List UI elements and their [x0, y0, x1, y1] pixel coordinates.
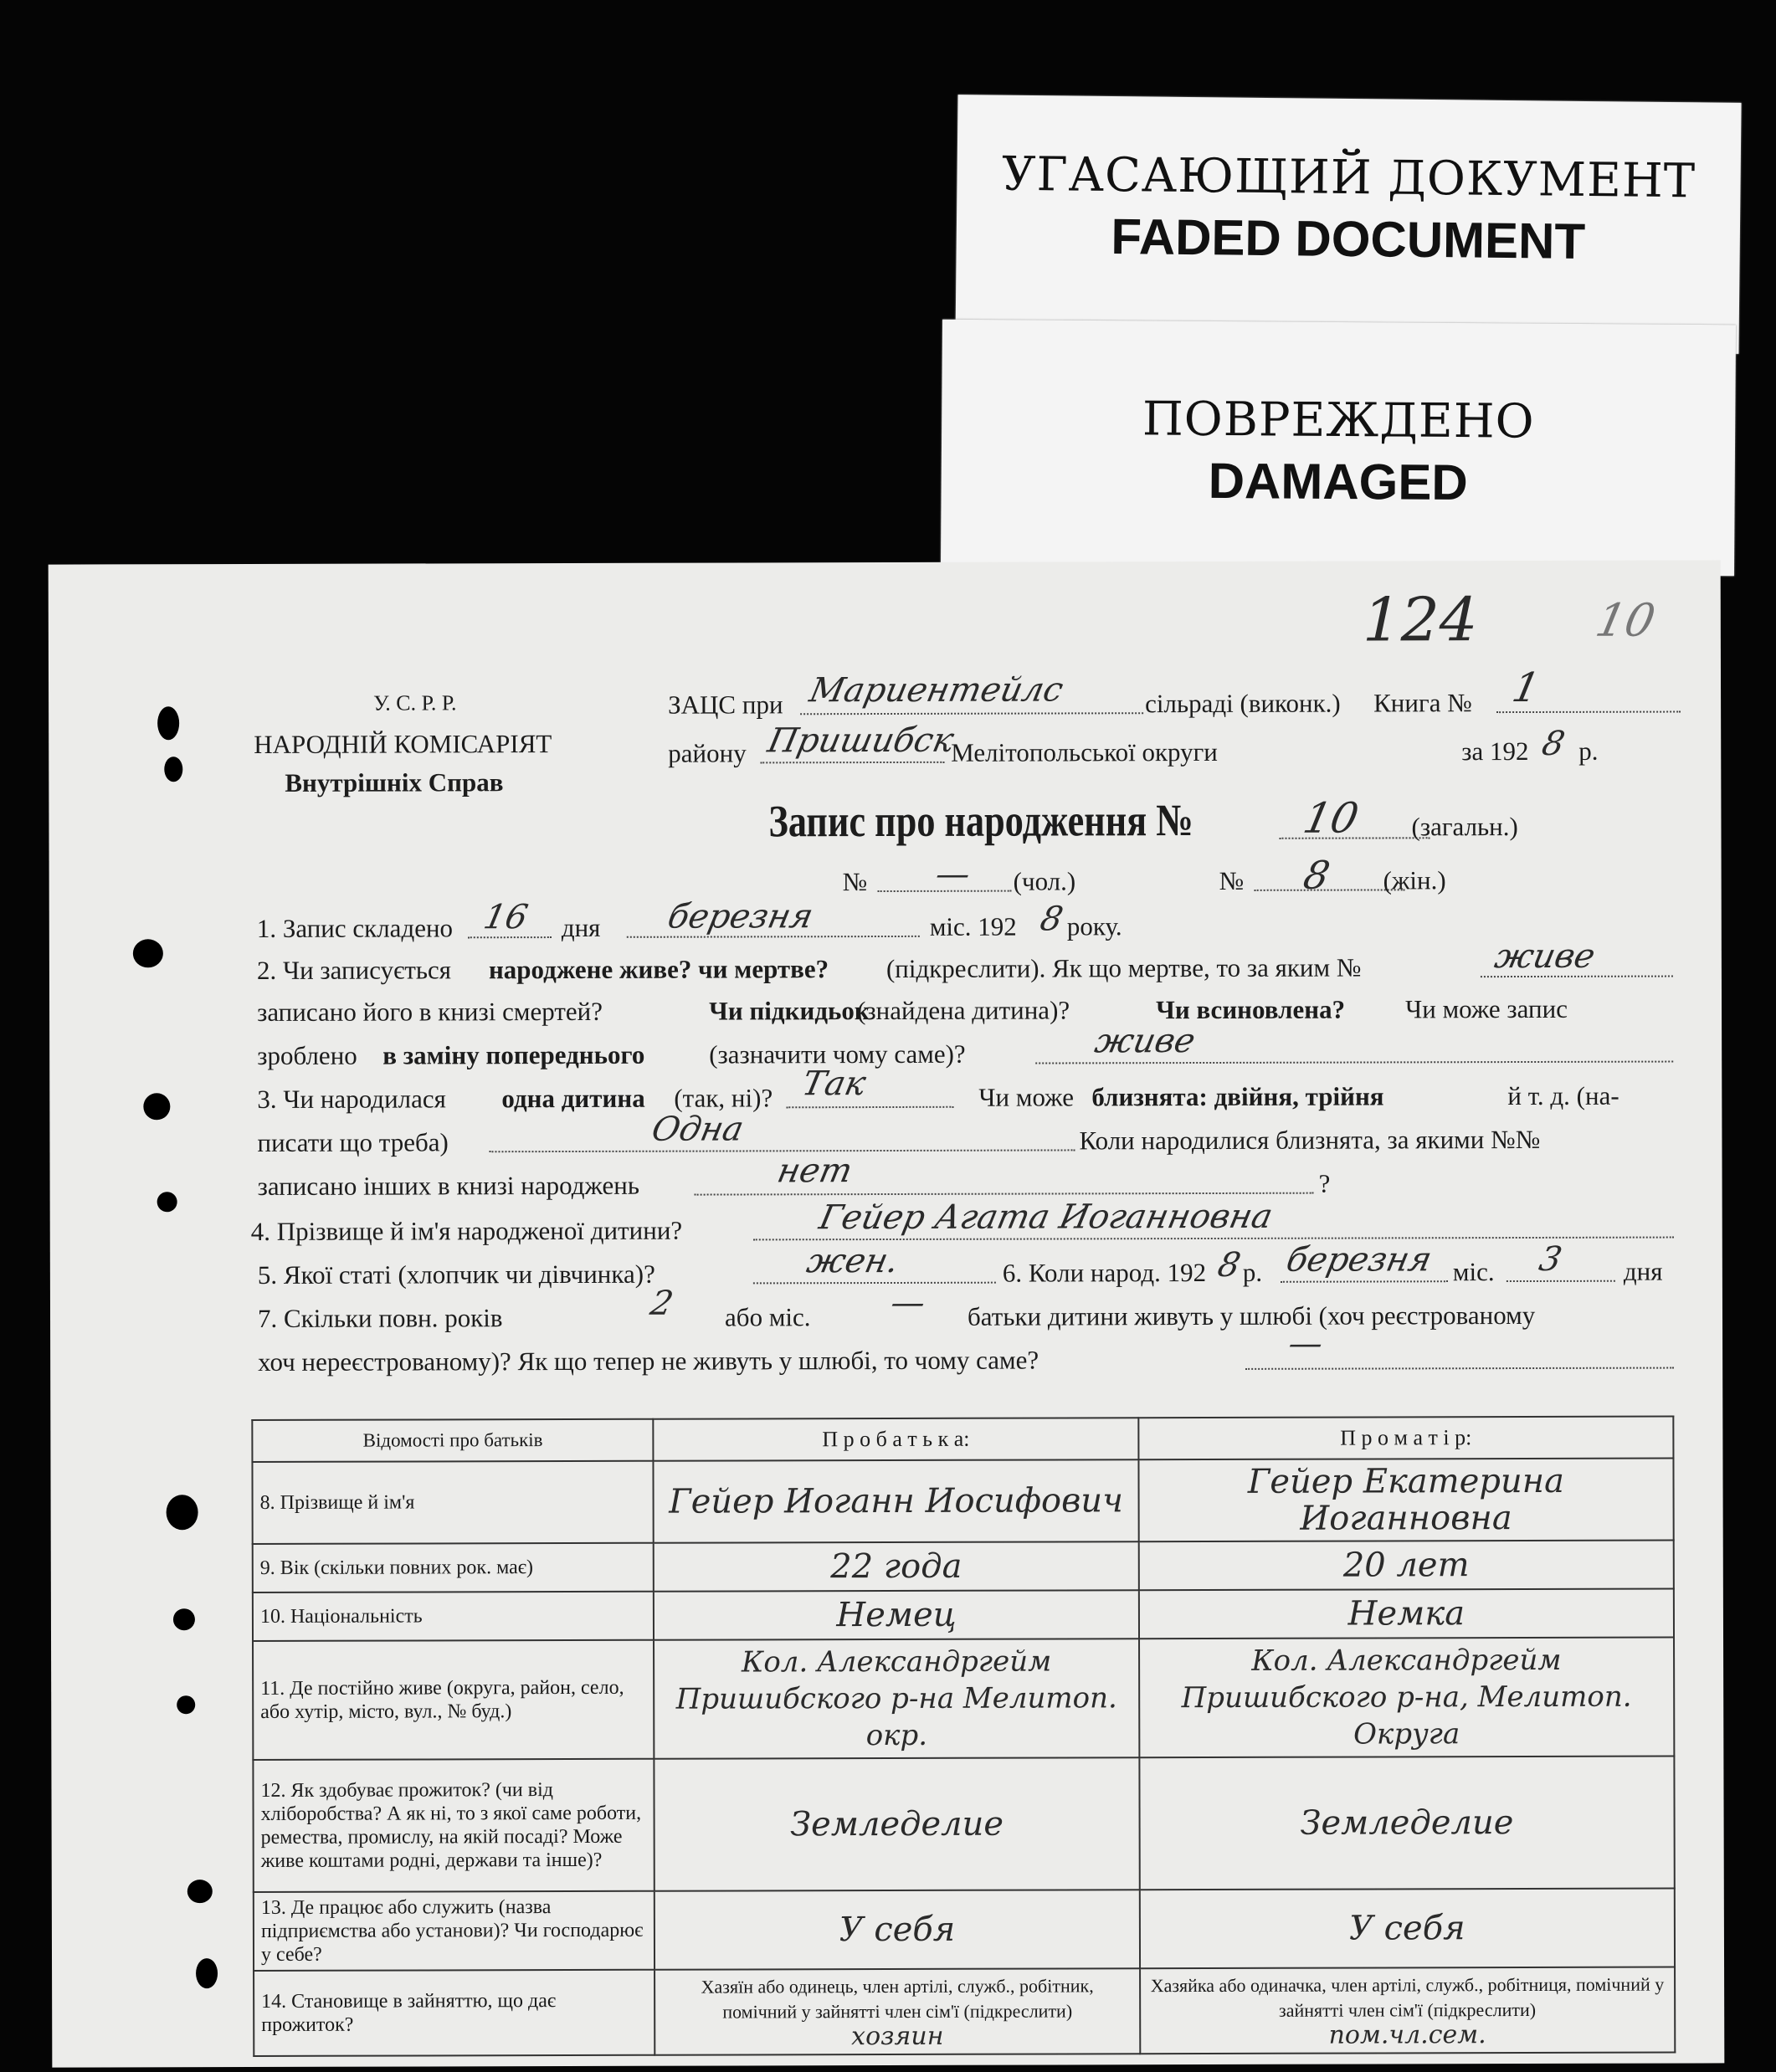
- binder-hole: [187, 1880, 213, 1903]
- field-6-year: 8: [1214, 1245, 1245, 1285]
- field-3-line1-d: Чи може: [978, 1082, 1074, 1112]
- birth-day: 3: [1536, 1239, 1566, 1279]
- father-name: Гейер Иоганн Иосифович: [669, 1481, 1124, 1521]
- record-number: 10: [1299, 793, 1363, 843]
- commissariat-header: НАРОДНІЙ КОМІСАРІЯТ: [254, 729, 552, 759]
- binder-hole: [196, 1958, 218, 1988]
- header-father: П р о б а т ь к а:: [654, 1418, 1139, 1461]
- binder-hole: [143, 1093, 170, 1120]
- row-8-question: 8. Прізвище й ім'я: [252, 1461, 654, 1544]
- field-6-label: 6. Коли народ. 192: [1002, 1257, 1207, 1288]
- field-3-line3-end: ?: [1318, 1168, 1331, 1198]
- row-9-question: 9. Вік (скільки повних рок. має): [253, 1543, 654, 1592]
- child-name: Гейер Агата Иоганновна: [815, 1197, 1276, 1238]
- mother-name: Гейер Екатерина Иоганновна: [1247, 1461, 1564, 1538]
- father-age: 22 года: [830, 1546, 962, 1587]
- faded-document-label: [955, 95, 1741, 354]
- field-3-line1-b: одна дитина: [501, 1083, 645, 1114]
- field-2-line1-c: (підкреслити). Як що мертве, то за яким №: [885, 952, 1362, 983]
- binder-hole: [173, 1608, 195, 1630]
- field-3-line1-a: 3. Чи народилася: [257, 1084, 446, 1114]
- field-7-line1-c: батьки дитини живуть у шлюбі (хоч реєстрованому: [967, 1300, 1536, 1331]
- year-value: 8: [1538, 724, 1568, 763]
- field-4-label: 4. Прізвище й ім'я народженої дитини?: [250, 1215, 683, 1246]
- field-2-line2-a: записано його в книзі смертей?: [257, 996, 603, 1027]
- record-title: Запис про народження №: [768, 795, 1193, 847]
- field-1-year-label: міс. 192: [929, 911, 1017, 941]
- field-1-label: 1. Запис складено: [256, 913, 454, 943]
- female-number: 8: [1299, 852, 1334, 898]
- table-row: [252, 1459, 1673, 1544]
- marriage-years: 2: [647, 1284, 677, 1323]
- mother-nationality: Немка: [1347, 1594, 1465, 1633]
- okruga-label: Мелітопольської округи: [951, 736, 1218, 767]
- binder-hole: [164, 756, 182, 782]
- field-1-day: 16: [480, 898, 531, 937]
- field-3-line1-c: (так, ні)?: [674, 1083, 773, 1113]
- field-5-label: 5. Якої статі (хлопчик чи дівчинка)?: [257, 1259, 655, 1290]
- parents-table: [251, 1416, 1676, 2057]
- row-10-question: 10. Національність: [253, 1592, 654, 1641]
- table-row: [254, 1889, 1675, 1971]
- field-3-value-2: Одна: [648, 1110, 747, 1149]
- female-label: (жін.): [1383, 865, 1446, 895]
- page-number: 124: [1355, 584, 1486, 655]
- field-2-line3-c: (зазначити чому саме)?: [709, 1039, 966, 1069]
- male-label: (чол.): [1013, 866, 1076, 896]
- faded-label-en: FADED DOCUMENT: [1111, 208, 1586, 269]
- ussr-header: У. С. Р. Р.: [373, 690, 457, 715]
- table-row: [254, 1967, 1675, 2056]
- field-1-day-suffix: дня: [561, 912, 601, 943]
- mother-status: пом.чл.сем.: [1328, 2020, 1486, 2050]
- binder-hole: [167, 1495, 198, 1530]
- binder-hole: [157, 706, 179, 740]
- field-2-line2-c: (знайдена дитина)?: [857, 995, 1070, 1026]
- field-1-month: березня: [664, 897, 817, 936]
- raion-value: Пришибск: [764, 721, 957, 761]
- field-6-mis: міс.: [1452, 1257, 1495, 1287]
- field-6-dnia: дня: [1623, 1256, 1663, 1286]
- female-no-label: №: [1219, 865, 1245, 895]
- father-status: хозяин: [851, 2021, 944, 2052]
- field-7-value: —: [1285, 1324, 1327, 1363]
- male-no-label: №: [842, 867, 868, 897]
- marriage-months: —: [887, 1283, 929, 1322]
- zags-label: ЗАЦС при: [668, 690, 783, 720]
- zags-value: Мариентейлс: [806, 670, 1067, 710]
- field-2-line2-b: Чи підкидьок: [709, 996, 870, 1026]
- binder-hole: [177, 1695, 195, 1714]
- field-2-line3-a: зроблено: [257, 1040, 357, 1070]
- year-label: за 192: [1461, 736, 1529, 767]
- year-suffix: р.: [1578, 736, 1599, 766]
- row-13-question: 13. Де працює або служить (назва підприємства або установи)? Чи господарює у себе?: [254, 1891, 655, 1971]
- header-info: Відомості про батьків: [252, 1419, 653, 1462]
- mother-age: 20 лет: [1342, 1546, 1470, 1585]
- field-3-value-1: Так: [798, 1064, 870, 1104]
- field-7-line1-b: або міс.: [724, 1302, 811, 1332]
- table-row: [253, 1589, 1674, 1641]
- row-11-question: 11. Де постійно живе (округа, район, село, або хутір, місто, вул., № буд.): [253, 1640, 654, 1760]
- raion-label: району: [668, 738, 747, 768]
- field-2-line1-a: 2. Чи записується: [256, 955, 452, 985]
- table-header-row: [252, 1417, 1673, 1462]
- corner-number: 10: [1591, 593, 1661, 647]
- father-residence: Кол. Александргейм Пришибского р-на Мелитоп. окр.: [675, 1644, 1117, 1753]
- field-2-value-2: живе: [1091, 1022, 1199, 1061]
- field-2-line3-b: в заміну попереднього: [382, 1039, 645, 1070]
- father-status-options: Хазяїн або одинець, член артілі, служб., робітник, помічний у зайнятті член сім'ї (підкреслити): [701, 1975, 1094, 2023]
- mother-status-options: Хазяйка або одиначка, член артілі, служб., робітниця, помічний у зайнятті член сім'ї (підкреслити): [1150, 1973, 1665, 2021]
- book-label: Книга №: [1373, 688, 1472, 718]
- field-6-r: р.: [1242, 1257, 1263, 1287]
- binder-hole: [157, 1192, 177, 1212]
- row-14-question: 14. Становище в зайняттю, що дає прожиток?: [254, 1970, 655, 2056]
- field-2-value-1: живе: [1491, 936, 1599, 977]
- father-livelihood: Земледелие: [790, 1804, 1004, 1844]
- field-1-end: року.: [1066, 911, 1122, 941]
- field-2-line2-d: Чи всиновлена?: [1156, 994, 1346, 1025]
- mother-workplace: У себя: [1348, 1909, 1465, 1948]
- general-label: (загальн.): [1411, 812, 1518, 842]
- binder-hole: [133, 939, 163, 967]
- table-row: [253, 1541, 1674, 1592]
- field-2-line1-b: народжене живе? чи мертве?: [488, 954, 829, 985]
- damaged-document-label: [941, 320, 1736, 577]
- field-7-line2: хоч нереєстрованому)? Як що тепер не живуть у шлюбі, то чому саме?: [258, 1345, 1039, 1377]
- mother-livelihood: Земледелие: [1300, 1803, 1514, 1843]
- damaged-label-ru: ПОВРЕЖДЕНО: [1142, 392, 1535, 449]
- birth-record-form: [49, 560, 1725, 2067]
- row-12-question: 12. Як здобуває прожиток? (чи від хліборобства? А як ні, то з якої саме роботи, ремества, промислу, на якій посаді? Може живе коштами родні, держави та інше)?: [253, 1759, 654, 1892]
- male-number: —: [932, 854, 974, 894]
- header-mother: П р о м а т і р:: [1138, 1417, 1673, 1460]
- damaged-label-en: DAMAGED: [1208, 452, 1468, 511]
- field-2-line2-e: Чи може запис: [1405, 993, 1568, 1024]
- mother-residence: Кол. Александргейм Пришибского р-на, Мелитоп. Округа: [1181, 1643, 1632, 1751]
- field-3-line2-b: Коли народилися близнята, за якими №№: [1079, 1124, 1541, 1156]
- table-row: [253, 1638, 1674, 1760]
- birth-month: березня: [1283, 1240, 1435, 1280]
- father-workplace: У себя: [839, 1910, 956, 1950]
- field-3-line3-a: записано інших в книзі народжень: [257, 1170, 640, 1201]
- silradi-label: сільраді (виконк.): [1145, 688, 1341, 719]
- field-3-line1-e: близнята: двійня, трійня: [1091, 1081, 1384, 1112]
- field-1-year: 8: [1036, 900, 1067, 939]
- field-3-line2-a: писати що треба): [257, 1127, 449, 1157]
- table-row: [253, 1757, 1674, 1892]
- child-sex: жен.: [803, 1241, 902, 1281]
- field-3-line1-f: й т. д. (на-: [1507, 1080, 1619, 1111]
- field-7-line1-a: 7. Скільки повн. років: [257, 1303, 503, 1333]
- book-value: 1: [1508, 664, 1544, 712]
- field-3-value-3: нет: [773, 1151, 856, 1191]
- faded-label-ru: УГАСАЮЩИЙ ДОКУМЕНТ: [1001, 146, 1696, 209]
- father-nationality: Немец: [836, 1595, 957, 1635]
- internal-affairs-header: Внутрішніх Справ: [285, 767, 504, 798]
